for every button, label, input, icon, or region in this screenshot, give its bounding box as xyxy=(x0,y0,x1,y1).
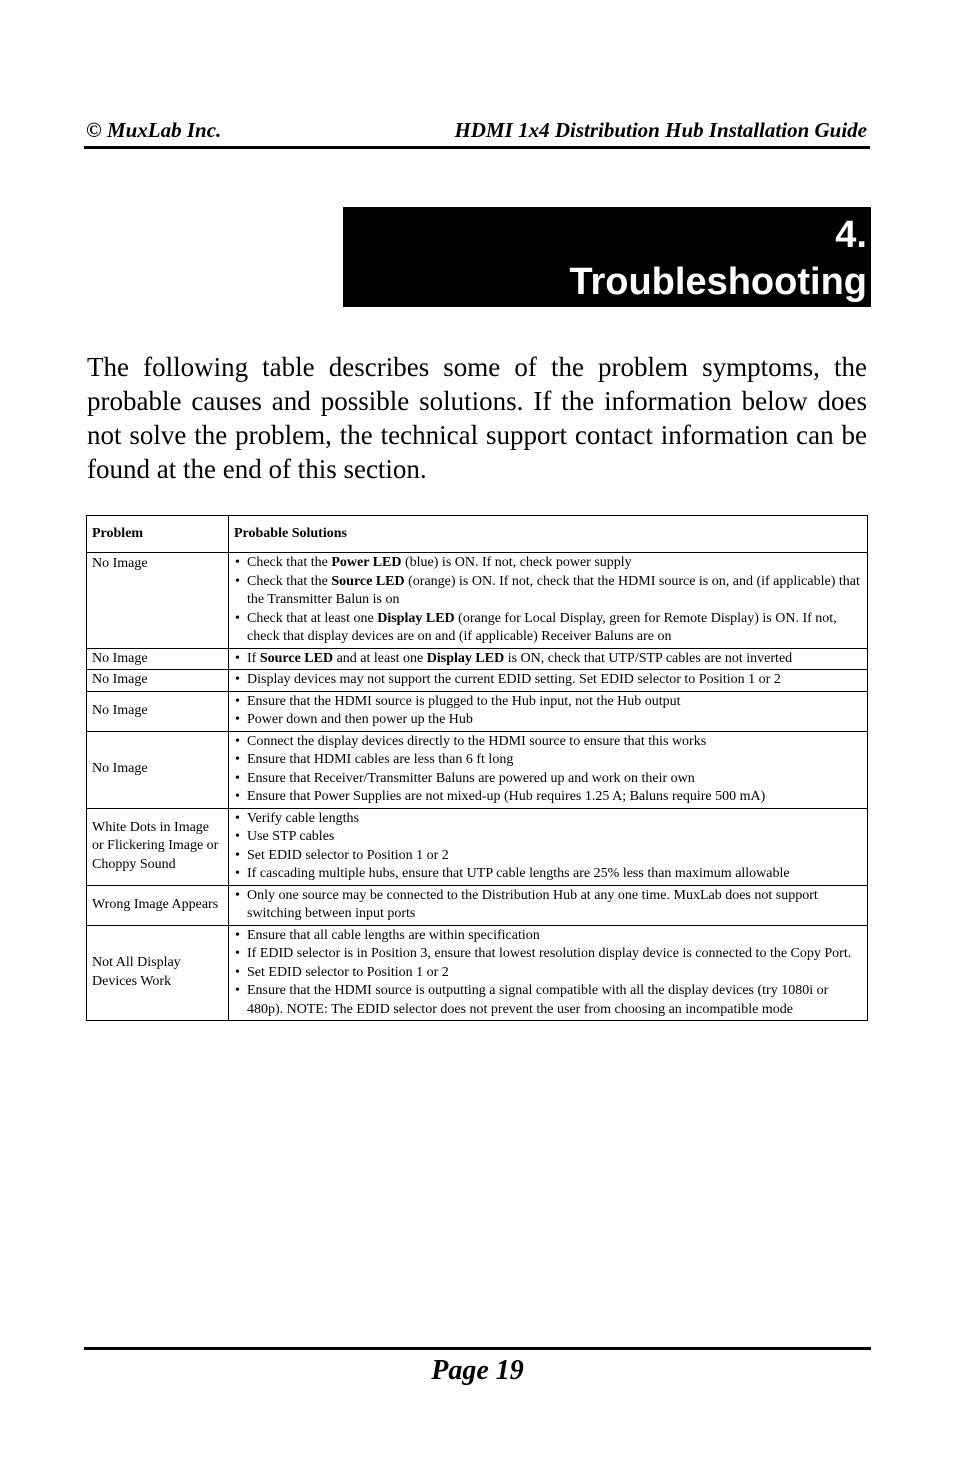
problem-cell: Wrong Image Appears xyxy=(87,885,229,925)
solutions-cell xyxy=(229,731,868,808)
solution-list xyxy=(234,927,863,1020)
table-row xyxy=(87,691,868,731)
solution-text: If EDID selector is in Position 3, ensure that lowest resolution display device is connected to the Copy Port. xyxy=(247,946,852,961)
solution-item xyxy=(234,693,863,712)
solution-emphasis: Source LED xyxy=(259,650,334,666)
table-row xyxy=(87,670,868,692)
column-header-solutions: Probable Solutions xyxy=(229,516,868,553)
solution-emphasis: Power LED xyxy=(331,555,402,570)
solution-item xyxy=(234,865,863,884)
solutions-cell xyxy=(229,648,868,670)
solution-text: Display devices may not support the current EDID setting. Set EDID selector to Position 1 or 2 xyxy=(247,672,781,687)
solution-text: Check that at least one xyxy=(247,610,378,626)
solution-list xyxy=(234,887,863,924)
page-number: Page 19 xyxy=(431,1355,524,1386)
table-row xyxy=(87,885,868,925)
solution-list xyxy=(234,650,863,669)
table-row xyxy=(87,648,868,670)
table-row xyxy=(87,731,868,808)
table-body xyxy=(87,553,868,1021)
solution-item xyxy=(234,573,863,610)
solution-text: Ensure that HDMI cables are less than 6 ft long xyxy=(247,752,514,767)
solution-item xyxy=(234,554,863,573)
solutions-cell xyxy=(229,691,868,731)
solution-item xyxy=(234,671,863,690)
solution-item xyxy=(234,733,863,752)
solution-item xyxy=(234,650,863,669)
solution-item xyxy=(234,927,863,946)
solution-text: Use STP cables xyxy=(247,829,335,844)
chapter-banner xyxy=(343,207,871,307)
solution-list xyxy=(234,693,863,730)
solutions-cell xyxy=(229,885,868,925)
solution-text: Ensure that Receiver/Transmitter Baluns are powered up and work on their own xyxy=(247,770,695,786)
problem-cell: No Image xyxy=(87,691,229,731)
solutions-cell xyxy=(229,553,868,649)
solution-item xyxy=(234,770,863,789)
header-doc-title: HDMI 1x4 Distribution Hub Installation Guide xyxy=(454,118,867,142)
table-row xyxy=(87,553,868,649)
solution-text: Connect the display devices directly to the HDMI source to ensure that this works xyxy=(247,733,707,749)
problem-cell: No Image xyxy=(87,648,229,670)
solution-text: Set EDID selector to Position 1 or 2 xyxy=(247,847,449,863)
solution-text: Ensure that Power Supplies are not mixed-up (Hub requires 1.25 A; Baluns require 500 mA) xyxy=(247,789,766,804)
solution-text: (blue) is ON. If not, check power supply xyxy=(401,555,632,570)
header-company: © MuxLab Inc. xyxy=(86,118,222,142)
solution-item xyxy=(234,711,863,730)
solution-text: Verify cable lengths xyxy=(247,810,359,826)
solution-item xyxy=(234,788,863,807)
solution-item xyxy=(234,847,863,866)
table-header-row xyxy=(87,516,868,553)
solution-text: is ON, check that UTP/STP cables are not inverted xyxy=(504,650,793,666)
solution-list xyxy=(234,554,863,647)
intro-paragraph: The following table describes some of the problem symptoms, the probable causes and possible solutions. If the information below does not solve the problem, the technical support contact information can be found at the end of this section. xyxy=(87,352,867,484)
solution-list xyxy=(234,810,863,884)
problem-cell: Not All Display Devices Work xyxy=(87,925,229,1021)
solution-item xyxy=(234,964,863,983)
footer-rule xyxy=(84,1347,871,1350)
table-row xyxy=(87,808,868,885)
solution-text: Ensure that all cable lengths are within specification xyxy=(247,927,540,943)
solution-text: If cascading multiple hubs, ensure that UTP cable lengths are 25% less than maximum allowable xyxy=(247,866,790,881)
solution-list xyxy=(234,733,863,807)
solution-item xyxy=(234,945,863,964)
problem-cell: No Image xyxy=(87,670,229,692)
solution-text: Ensure that the HDMI source is plugged to the Hub input, not the Hub output xyxy=(247,693,681,709)
solutions-cell xyxy=(229,925,868,1021)
problem-cell: White Dots in Image or Flickering Image or Choppy Sound xyxy=(87,808,229,885)
solution-item xyxy=(234,751,863,770)
solution-text: Power down and then power up the Hub xyxy=(247,712,473,727)
problem-cell: No Image xyxy=(87,553,229,649)
solution-text: (orange for Local Display, green for Remote Display) is ON. If not, check that display devices are on and (if applicable) Receiver Baluns are on xyxy=(247,610,837,644)
solution-item xyxy=(234,887,863,924)
table-row xyxy=(87,925,868,1021)
column-header-problem: Problem xyxy=(87,516,229,553)
solution-text: Check that the xyxy=(247,573,332,589)
solution-emphasis: Display LED xyxy=(377,610,455,626)
solution-item xyxy=(234,810,863,829)
solution-text: If xyxy=(247,650,260,666)
solution-text: Set EDID selector to Position 1 or 2 xyxy=(247,964,449,980)
chapter-title: Troubleshooting xyxy=(569,261,867,303)
solution-text: Check that the xyxy=(247,555,332,570)
solutions-cell xyxy=(229,670,868,692)
solution-text: and at least one xyxy=(333,650,427,666)
solution-text: Ensure that the HDMI source is outputting a signal compatible with all the display devices (try 1080i or 480p). NOTE: The EDID selector does not prevent the user from choosing an incompatible mode xyxy=(247,983,829,1017)
solution-item xyxy=(234,828,863,847)
page-header xyxy=(84,116,870,149)
solution-item xyxy=(234,610,863,647)
solution-text: Only one source may be connected to the Distribution Hub at any one time. MuxLab does not support switching between input ports xyxy=(247,887,818,921)
chapter-number: 4. xyxy=(835,214,867,256)
solution-list xyxy=(234,671,863,690)
solution-item xyxy=(234,982,863,1019)
solution-emphasis: Source LED xyxy=(331,573,405,589)
solution-text: (orange) is ON. If not, check that the HDMI source is on, and (if applicable) that the Transmitter Balun is on xyxy=(247,573,860,607)
troubleshooting-table xyxy=(86,515,868,1021)
problem-cell: No Image xyxy=(87,731,229,808)
solution-emphasis: Display LED xyxy=(426,650,505,666)
solutions-cell xyxy=(229,808,868,885)
